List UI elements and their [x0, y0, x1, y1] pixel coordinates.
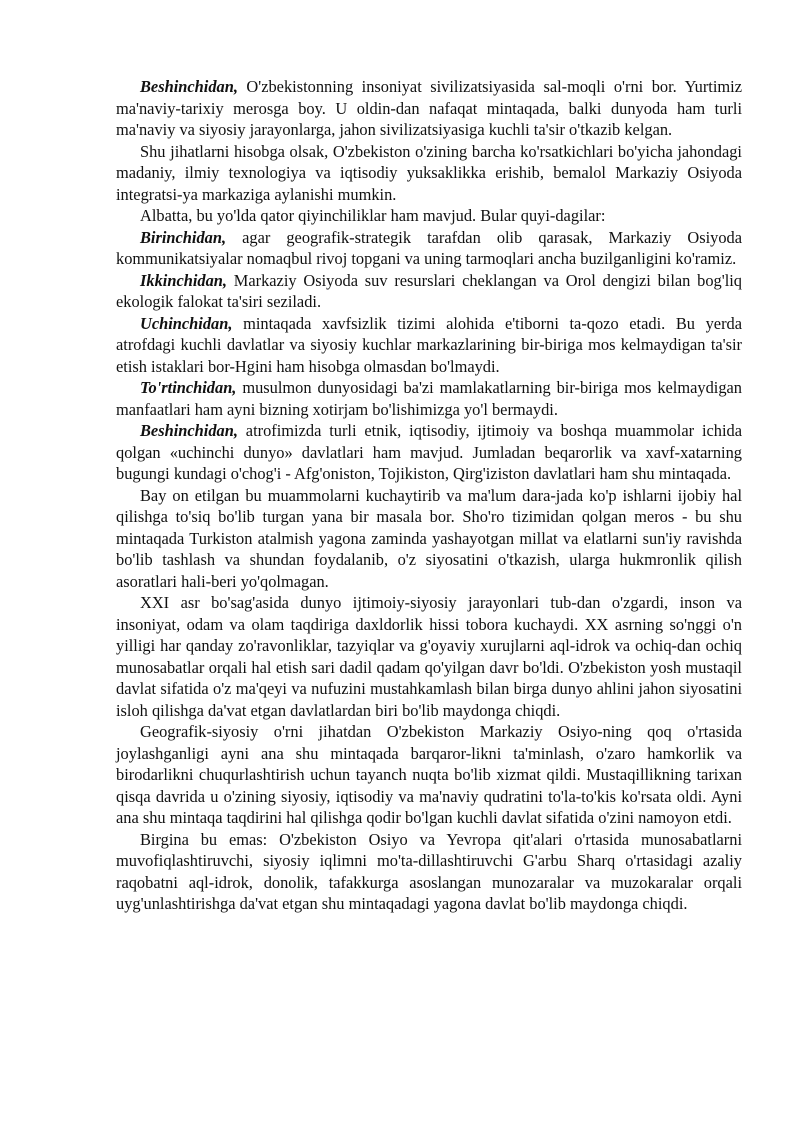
document-page: [116, 76, 742, 915]
paragraph-lead: To'rtinchidan,: [140, 378, 237, 397]
paragraph-text: XXI asr bo'sag'asida dunyo ijtimoiy-siyosiy jarayonlari tub-dan o'zgardi, inson va insoniyat, odam va olam taqdiriga daxldorlik hissi tobora kuchaydi. XX asrning so'nggi o'n yilligi har qanday zo'ravonliklar, tazyiqlar va g'oyaviy xurujlarni aql-idrok va ochiq-dan ochiq munosabatlar orqali hal etish sari dadil qadam qo'yilgan davr bo'ldi. O'zbekiston yosh mustaqil davlat sifatida o'z ma'qeyi va nufuzini mustahkamlash bilan birga dunyo ahlini jahon siyosatini isloh qilishga da'vat etgan davlatlardan biri bo'lib maydonga chiqdi.: [116, 593, 742, 720]
paragraph-text: Markaziy Osiyoda suv resurslari cheklangan va Orol dengizi bilan bog'liq ekologik falokat ta'siri seziladi.: [116, 270, 742, 311]
paragraph-10: [116, 592, 742, 721]
paragraph-6: [116, 313, 742, 378]
paragraph-text: Birgina bu emas: O'zbekiston Osiyo va Yevropa qit'alari o'rtasida munosabatlarni muvofiqlashtiruvchi, siyosiy iqlimni mo'ta-dillashtiruvchi G'arbu Sharq o'rtasidagi azaliy raqobatni aql-idrok, donolik, tafakkurga asoslangan munozaralar va muzokaralar orqali uyg'unlashtirishga da'vat etgan shu mintaqadagi yagona davlat bo'lib maydonga chiqdi.: [116, 829, 742, 913]
paragraph-text: Albatta, bu yo'lda qator qiyinchiliklar ham mavjud. Bular quyi-dagilar:: [140, 206, 606, 225]
paragraph-lead: Beshinchidan,: [140, 77, 238, 96]
paragraph-2: [116, 141, 742, 206]
paragraph-12: [116, 829, 742, 915]
paragraph-7: [116, 377, 742, 420]
paragraph-text: O'zbekistonning insoniyat sivilizatsiyasida sal-moqli o'rni bor. Yurtimiz ma'naviy-tarixiy merosga boy. U oldin-dan nafaqat mintaqada, balki dunyoda ham turli ma'naviy va siyosiy jarayonlarga, jahon sivilizatsiyasiga kuchli ta'sir o'tkazib kelgan.: [116, 77, 742, 139]
paragraph-text: musulmon dunyosidagi ba'zi mamlakatlarning bir-biriga mos kelmaydigan manfaatlari ham ayni bizning xotirjam bo'lishimizga yo'l bermaydi.: [116, 378, 742, 419]
paragraph-lead: Ikkinchidan,: [140, 270, 227, 290]
paragraph-3: [116, 205, 742, 227]
paragraph-text: agar geografik-strategik tarafdan olib qarasak, Markaziy Osiyoda kommunikatsiyalar nomaqbul rivoj topgani va uning tarmoqlari ancha buzilganligini ko'ramiz.: [116, 227, 742, 268]
paragraph-text: Bay on etilgan bu muammolarni kuchaytirib va ma'lum dara-jada ko'p ishlarni ijobiy hal qilishga to'siq bo'lib turgan yana bir masala bor. Sho'ro tizimidan qolgan meros - bu shu mintaqada Turkiston atalmish yagona zaminda yashayotgan millat va elatlarni sun'iy ravishda bo'lib tashlash va shundan foydalanib, o'z siyosatini o'tkazish, ularga hukmronlik qilish asoratlari hali-beri yo'qolmagan.: [116, 485, 742, 591]
paragraph-1: [116, 76, 742, 141]
paragraph-text: Shu jihatlarni hisobga olsak, O'zbekiston o'zining barcha ko'rsatkichlari bo'yicha jahondagi madaniy, ilmiy texnologiya va iqtisodiy yuksaklikka erishib, bemalol Markaziy Osiyoda integratsi-ya markaziga aylanishi mumkin.: [116, 141, 742, 204]
paragraph-11: [116, 721, 742, 829]
paragraph-4: [116, 227, 742, 270]
paragraph-text: mintaqada xavfsizlik tizimi alohida e'tiborni ta-qozo etadi. Bu yerda atrofdagi kuchli davlatlar va siyosiy kuchlar markazlarining bir-biriga mos kelmaydigan ta'sir etish istaklari bor-Hgini ham hisobga olmasdan bo'lmaydi.: [116, 313, 742, 376]
paragraph-lead: Birinchidan,: [140, 227, 227, 247]
paragraph-5: [116, 270, 742, 313]
paragraph-text: atrofimizda turli etnik, iqtisodiy, ijtimoiy va boshqa muammolar ichida qolgan «uchinchi dunyo» davlatlari ham mavjud. Jumladan beqarorlik va xavf-xatarning bugungi kundagi o'chog'i - Afg'oniston, Tojikiston, Qirg'iziston davlatlari ham shu mintaqada.: [116, 421, 742, 483]
paragraph-8: [116, 420, 742, 485]
paragraph-lead: Uchinchidan,: [140, 313, 233, 333]
paragraph-lead: Beshinchidan,: [140, 421, 238, 440]
paragraph-text: Geografik-siyosiy o'rni jihatdan O'zbekiston Markaziy Osiyo-ning qoq o'rtasida joylashganligi ayni ana shu mintaqada barqaror-likni ta'minlash, o'zaro hamkorlik va birodarlikni chuqurlashtirish uchun tayanch nuqta bo'lib xizmat qildi. Mustaqillikning tarixan qisqa davrida u o'zining siyosiy, iqtisodiy va ma'naviy qudratini to'la-to'kis ko'rsata oldi. Ayni ana shu mintaqa taqdirini hal qilishga qodir bo'lgan kuchli davlat sifatida o'zini namoyon etdi.: [116, 722, 742, 827]
paragraph-9: [116, 485, 742, 593]
